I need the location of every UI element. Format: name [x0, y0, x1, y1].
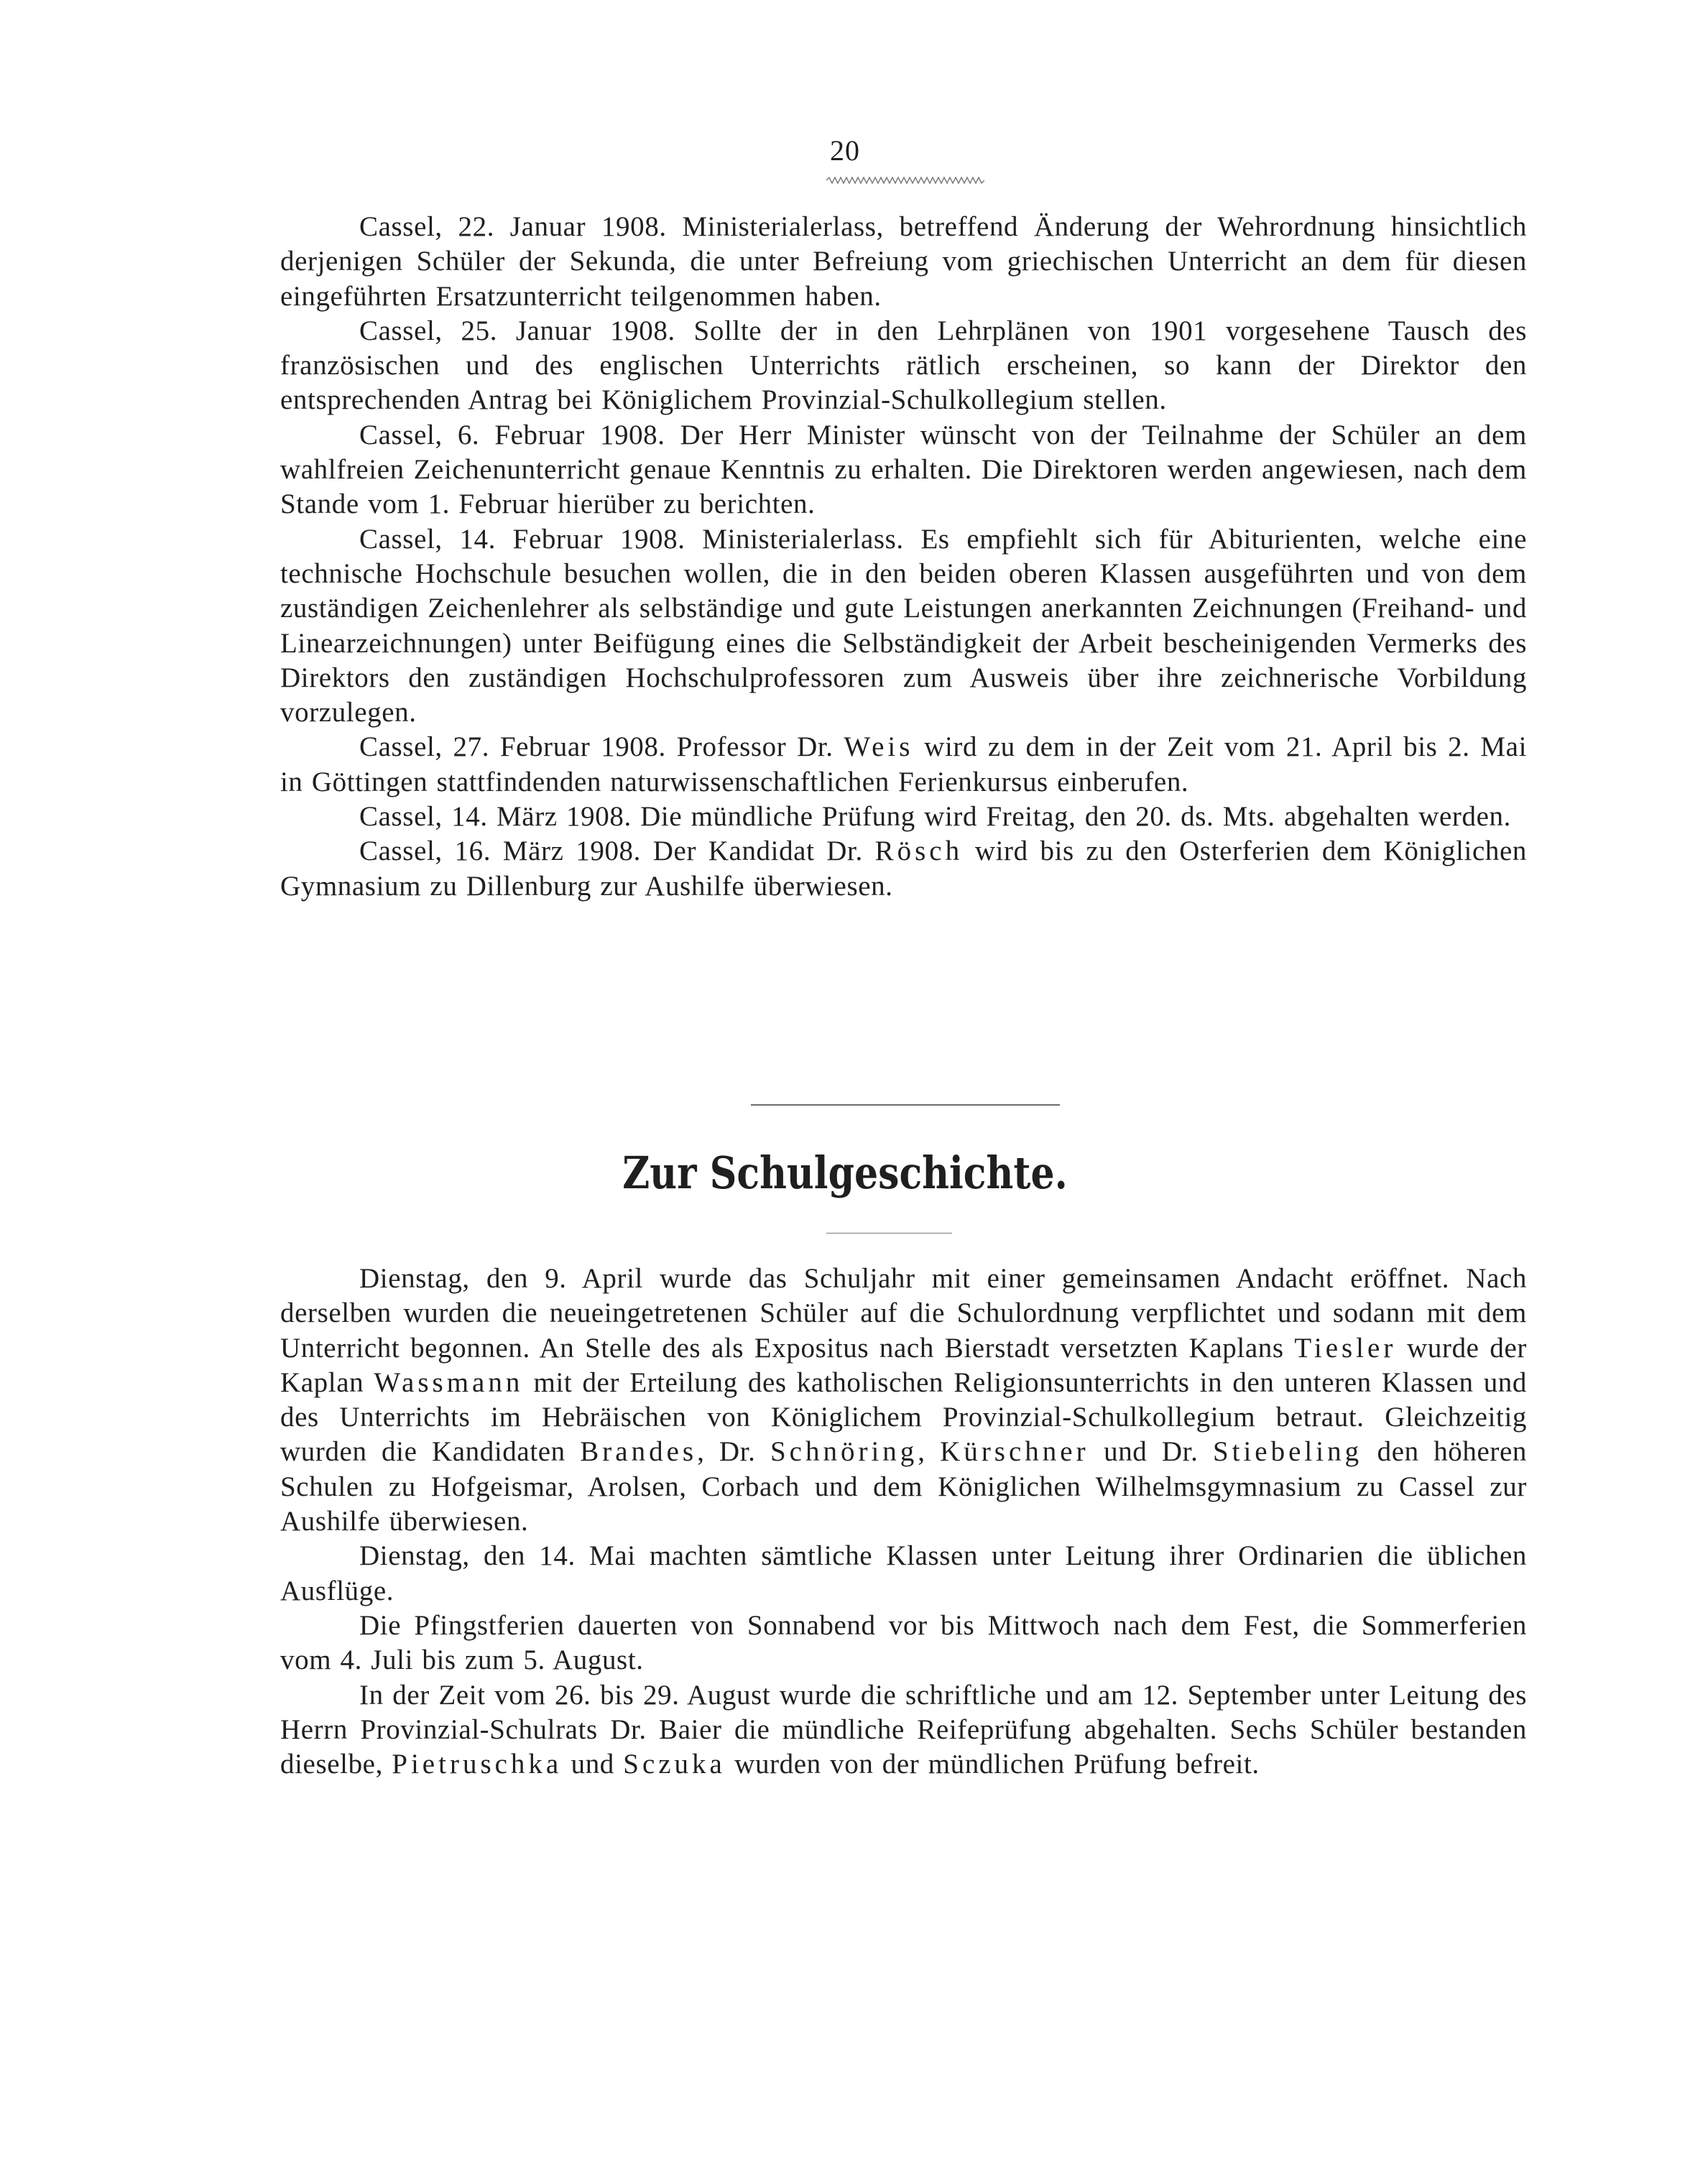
edict-text: Der Herr Minister wünscht von der Teilnahme der Schüler an dem wahlfreien Zeichenunterricht genaue Kenntnis zu erhalten. Die Direktoren werden angewiesen, nach dem Stande vom 1. Februar hierüber zu berichten. [280, 419, 1527, 520]
history-text: und Dr. [1089, 1436, 1213, 1468]
edict-date: Cassel, 14. Februar 1908. [359, 523, 685, 555]
history-text: In der Zeit vom 26. bis 29. August wurde die schriftliche und am 12. September unter Leitung des Herrn Provinzial-Schulrats Dr. Baier die mündliche Reifeprüfung abgehalten. Sechs Schüler bestanden dieselbe, [280, 1679, 1527, 1780]
edict-entry [280, 418, 1527, 522]
edict-text: Ministerialerlass, betreffend Änderung der Wehrordnung hinsichtlich derjenigen Schüler der Sekunda, die unter Befreiung vom griechischen Unterricht an dem für diesen eingeführten Ersatzunterricht teilgenommen haben. [280, 211, 1527, 312]
edict-text: Professor Dr. [665, 731, 844, 763]
edict-entry [280, 730, 1527, 800]
edict-entry [280, 314, 1527, 418]
person-name: Tiesler [1294, 1332, 1397, 1364]
edict-date: Cassel, 16. März 1908. [359, 836, 642, 867]
edict-entry [280, 210, 1527, 314]
history-text: , Dr. [697, 1436, 770, 1468]
person-name: Kürschner [940, 1436, 1089, 1468]
edict-text: Die mündliche Prüfung wird Freitag, den 20. ds. Mts. abgehalten werden. [631, 801, 1511, 833]
edict-date: Cassel, 22. Januar 1908. [359, 211, 667, 242]
history-text: mit der Erteilung des katholischen Religionsunterrichts in den unteren Klassen und des Unterrichts im Hebräischen von Königlichem Provinzial-Schulkollegium betraut. Gleichzeitig wurden die Kandidaten [280, 1366, 1527, 1468]
person-name: Stiebeling [1212, 1436, 1363, 1468]
edict-entry [280, 522, 1527, 731]
edict-text: Sollte der in den Lehrplänen von 1901 vorgesehene Tausch des französischen und des englischen Unterrichts rätlich erscheinen, so kann der Direktor den entsprechenden Antrag bei Königlichem Provinzial-Schulkollegium stellen. [280, 315, 1527, 416]
history-text: wurde der Kaplan [280, 1332, 1527, 1398]
person-name: Rösch [874, 836, 964, 867]
history-paragraph: Die Pfingstferien dauerten von Sonnabend vor bis Mittwoch nach dem Fest, die Sommerferien vom 4. Juli bis zum 5. August. [280, 1609, 1527, 1676]
edict-entry [280, 834, 1527, 904]
history-paragraph [280, 1262, 1527, 1539]
edict-list [280, 210, 1527, 904]
history-text: und [562, 1749, 624, 1780]
person-name: Wassmann [374, 1366, 524, 1398]
edict-text: wird bis zu den Osterferien dem Königlichen Gymnasium zu Dillenburg zur Aushilfe überwiesen. [280, 836, 1528, 902]
edict-text: wird zu dem in der Zeit vom 21. April bis 2. Mai in Göttingen stattfindenden naturwissenschaftlichen Ferienkursus einberufen. [280, 731, 1528, 797]
history-paragraph: Dienstag, den 14. Mai machten sämtliche Klassen unter Leitung ihrer Ordinarien die üblichen Ausflüge. [280, 1540, 1527, 1606]
history-text: Dienstag, den 9. April wurde das Schuljahr mit einer gemeinsamen Andacht eröffnet. Nach derselben wurden die neueingetretenen Schüler auf die Schulordnung verpflichtet und sodann mit dem Unterricht begonnen. An Stelle des als Expositus nach Bierstadt versetzten Kaplans [280, 1263, 1527, 1364]
person-name: Schnöring [770, 1436, 918, 1468]
page-number-ornament [826, 176, 984, 185]
person-name: Pietruschka [392, 1749, 563, 1780]
page-number: 20 [830, 134, 860, 167]
history-text: , [918, 1436, 941, 1468]
school-history [280, 1262, 1527, 1782]
edict-text: Der Kandidat Dr. [641, 836, 875, 867]
edict-date: Cassel, 14. März 1908. [359, 801, 632, 833]
person-name: Brandes [580, 1436, 698, 1468]
history-text: den höheren Schulen zu Hofgeismar, Arolsen, Corbach und dem Königlichen Wilhelmsgymnasium zu Cassel zur Aushilfe überwiesen. [280, 1436, 1528, 1537]
edict-entry [280, 800, 1527, 834]
section-divider-top [751, 1104, 1060, 1106]
edict-date: Cassel, 25. Januar 1908. [359, 315, 675, 346]
section-divider-bottom [826, 1233, 952, 1234]
person-name: Sczuka [623, 1749, 726, 1780]
history-paragraph [280, 1678, 1527, 1782]
edict-date: Cassel, 27. Februar 1908. [359, 731, 666, 763]
edict-date: Cassel, 6. Februar 1908. [359, 419, 665, 450]
person-name: Weis [844, 731, 914, 763]
history-text: wurden von der mündlichen Prüfung befreit. [725, 1749, 1260, 1780]
section-heading: Zur Schulgeschichte. [622, 1147, 1068, 1199]
edict-text: Ministerialerlass. Es empfiehlt sich für Abiturienten, welche eine technische Hochschule besuchen wollen, die in den beiden oberen Klassen ausgeführten und von dem zuständigen Zeichenlehrer als selbständige und gute Leistungen anerkannten Zeichnungen (Freihand- und Linearzeichnungen) unter Beifügung eines die Selbständigkeit der Arbeit bescheinigenden Vermerks des Direktors den zuständigen Hochschulprofessoren zum Ausweis über ihre zeichnerische Vorbildung vorzulegen. [280, 523, 1527, 728]
